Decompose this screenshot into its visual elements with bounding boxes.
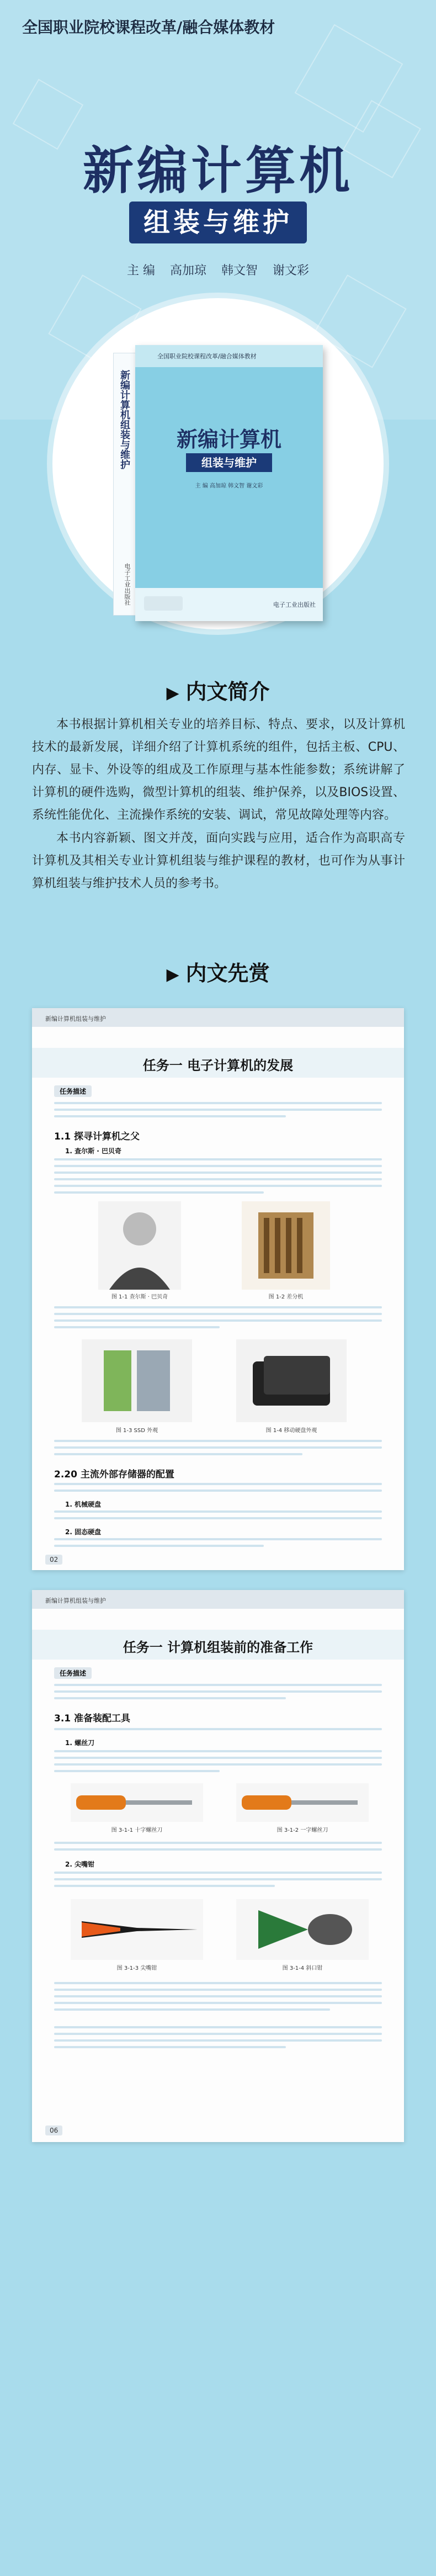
- cover-publisher: 电子工业出版社: [273, 601, 316, 608]
- text-line: [54, 1185, 382, 1187]
- cover-authors: 主 编 高加琼 韩文智 谢文彩: [195, 483, 263, 489]
- book-cover-image: [113, 345, 323, 621]
- play-arrow-icon: ▶: [166, 683, 179, 703]
- text-line: [54, 1306, 382, 1308]
- text-line: [54, 1102, 382, 1104]
- text-line: [54, 1995, 382, 1997]
- page-number: 02: [45, 1555, 62, 1565]
- cover-subtitle: 组装与维护: [186, 453, 272, 472]
- text-line: [54, 2039, 382, 2042]
- spine-title: 新编计算机组装与维护: [119, 370, 130, 469]
- spine-publisher: 电子工业出版社: [124, 563, 131, 606]
- text-line: [54, 1878, 382, 1880]
- text-line: [54, 1191, 264, 1194]
- text-line: [54, 1684, 382, 1686]
- series-label: 全国职业院校课程改革/融合媒体教材: [22, 18, 275, 36]
- ssd-figure: [82, 1339, 192, 1422]
- book-spine: [113, 353, 136, 616]
- task-tag: 任务描述: [54, 1085, 92, 1097]
- text-line: [54, 1842, 382, 1844]
- page-header: [32, 1008, 404, 1027]
- text-line: [54, 1982, 382, 1984]
- figure-caption: 图 1-3 SSD 外观: [115, 1428, 158, 1434]
- text-line: [54, 1690, 382, 1693]
- author-name: 高加琼: [169, 264, 206, 278]
- author-name: 韩文智: [221, 264, 258, 278]
- preview-page-1: [32, 1008, 404, 1570]
- text-line: [54, 1697, 286, 1699]
- text-line: [54, 1770, 220, 1772]
- difference-engine-figure: [242, 1201, 330, 1290]
- portrait-figure: [98, 1201, 181, 1290]
- figure-caption: 图 1-1 查尔斯 · 巴贝奇: [111, 1294, 168, 1300]
- figure-caption: 图 1-4 移动硬盘外观: [265, 1428, 317, 1434]
- subsection-heading: 1. 机械硬盘: [65, 1501, 102, 1508]
- text-line: [54, 1446, 382, 1449]
- text-line: [54, 1115, 286, 1117]
- subsection-heading: 1. 螺丝刀: [65, 1739, 95, 1747]
- text-line: [54, 1158, 382, 1160]
- text-line: [54, 1538, 382, 1540]
- text-line: [54, 2008, 330, 2011]
- diagonal-pliers-figure: [236, 1899, 369, 1960]
- text-line: [54, 1440, 382, 1442]
- page-header-text: 新编计算机组装与维护: [45, 1015, 106, 1022]
- text-line: [54, 1872, 382, 1874]
- preview-heading-text: 内文先赏: [185, 961, 270, 985]
- authors-label: 主 编: [126, 264, 155, 278]
- text-line: [54, 1483, 382, 1485]
- page-header: [32, 1590, 404, 1609]
- subsection-heading: 2. 固态硬盘: [65, 1528, 102, 1536]
- text-line: [54, 1757, 382, 1759]
- portable-hdd-figure: [236, 1339, 347, 1422]
- task-tag: 任务描述: [54, 1667, 92, 1679]
- text-line: [54, 1326, 220, 1328]
- preview-heading: [0, 956, 436, 987]
- text-line: [54, 2002, 382, 2004]
- text-line: [54, 1172, 382, 1174]
- text-line: [54, 2026, 382, 2028]
- cover-series: 全国职业院校课程改革/融合媒体教材: [157, 353, 257, 360]
- book-front: [135, 345, 323, 621]
- text-line: [54, 2033, 382, 2035]
- text-line: [54, 1848, 382, 1851]
- intro-paragraph: 本书根据计算机相关专业的培养目标、特点、要求，以及计算机技术的最新发展，详细介绍了计算机系统的组件，包括主板、CPU、内存、显卡、外设等的组成及工作原理与基本性能参数；系统讲解了计算机的硬件选购，微型计算机的组装、维护保养，以及BIOS设置、系统性能优化、主流操作系统的安装、调试，常见故障处理等内容。: [32, 718, 405, 822]
- intro-heading-text: 内文简介: [185, 680, 270, 704]
- page-header-text: 新编计算机组装与维护: [45, 1597, 106, 1604]
- cover-logo: [144, 596, 183, 611]
- text-line: [54, 1763, 382, 1766]
- figure-caption: 图 3-1-1 十字螺丝刀: [111, 1827, 163, 1833]
- text-line: [54, 1165, 382, 1167]
- text-line: [54, 1510, 382, 1513]
- figure-caption: 图 3-1-4 斜口钳: [282, 1965, 323, 1971]
- subsection-heading: 1. 查尔斯 · 巴贝奇: [65, 1147, 122, 1155]
- text-line: [54, 1178, 382, 1180]
- task-title: 任务一 计算机组装前的准备工作: [123, 1640, 313, 1655]
- book-title: 新编计算机: [82, 141, 353, 200]
- flathead-screwdriver-figure: [236, 1783, 369, 1822]
- figure-caption: 图 1-2 差分机: [268, 1294, 304, 1300]
- intro-paragraph: 本书内容新颖、图文并茂，面向实践与应用，适合作为高职高专计算机及其相关专业计算机组装与维护课程的教材，也可作为从事计算机组装与维护技术人员的参考书。: [32, 831, 405, 891]
- text-line: [54, 1545, 264, 1547]
- text-line: [54, 1109, 382, 1111]
- phillips-screwdriver-figure: [71, 1783, 203, 1822]
- text-line: [54, 1750, 382, 1752]
- play-arrow-icon: ▶: [166, 965, 179, 984]
- page-number: 06: [45, 2126, 62, 2135]
- text-line: [54, 1517, 382, 1519]
- needle-nose-pliers-figure: [71, 1899, 203, 1960]
- text-line: [54, 2046, 286, 2048]
- subsection-heading: 2. 尖嘴钳: [65, 1861, 95, 1868]
- figure-caption: 图 3-1-3 尖嘴钳: [116, 1965, 157, 1971]
- text-line: [54, 1989, 382, 1991]
- section-heading: 2.20 主流外部存储器的配置: [54, 1469, 174, 1480]
- section-heading: 3.1 准备装配工具: [54, 1713, 131, 1724]
- text-line: [54, 1490, 382, 1492]
- text-line: [54, 1453, 302, 1455]
- text-line: [54, 1885, 275, 1887]
- cover-title: 新编计算机: [176, 427, 281, 452]
- text-line: [54, 1728, 382, 1730]
- figure-caption: 图 3-1-2 一字螺丝刀: [277, 1827, 328, 1833]
- book-subtitle: 组装与维护: [129, 202, 307, 243]
- section-heading: 1.1 探寻计算机之父: [54, 1131, 140, 1142]
- task-title: 任务一 电子计算机的发展: [142, 1058, 294, 1073]
- author-name: 谢文彩: [273, 264, 310, 278]
- preview-page-2: [32, 1590, 404, 2142]
- text-line: [54, 1313, 382, 1315]
- authors: [0, 261, 436, 278]
- intro-heading: [0, 675, 436, 705]
- text-line: [54, 1319, 382, 1322]
